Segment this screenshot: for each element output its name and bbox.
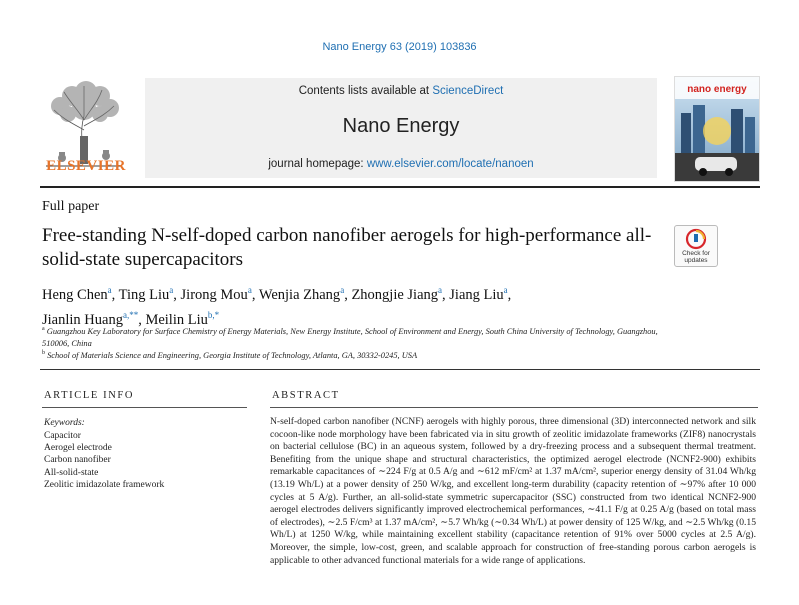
check-for-updates-badge[interactable]: [674, 225, 718, 267]
article-title: Free-standing N-self-doped carbon nanofiber aerogels for high-performance all-solid-state supercapacitors: [42, 225, 652, 270]
contents-line: [145, 85, 657, 97]
keyword-item: Carbon nanofiber: [44, 455, 111, 466]
article-info-heading: ARTICLE INFO: [44, 390, 135, 401]
abstract-rule: [270, 407, 758, 408]
author[interactable]: Zhongjie Jiang$^a$: [351, 285, 443, 303]
abstract-heading: ABSTRACT: [272, 390, 340, 401]
abstract-text: N-self-doped carbon nanofiber (NCNF) aerogels with highly porous, three dimensional (3D) interconnected network and silk cocoon-like node morphology have been fabricated via in situ growth of zeolitic imidazolate frameworks (ZIF8) nanocrystals on bacterial cellulose (BC) in an aqueous system, followed by a dry-freezing process and a subsequent thermal treatment. Benefiting from the unique shape and structural characteristics, the optimized aerogel electrode (NCNF2-900) exhibits remarkable capacitances of ∼224 F/g at 0.5 A/g and ∼612 mF/cm² at 1.37 mA/cm², superior energy density of 31.04 Wh/kg (13.19 Wh/L) at a power density of 250 W/kg, and excellent long-term durability (capacity retention of ∼97% after 10 000 cycles at 5 A/g). Further, an all-solid-state symmetric supercapacitor (SSC) constructed from two identical NCNF2-900 aerogel electrodes delivers significantly improved electrochemical performances, ∼41.1 F/g at 0.25 A/g (based on total mass of electrodes), ∼2.5 F/cm³ at 1.37 mA/cm², ∼5.7 Wh/kg (∼0.34 Wh/L) at power density of 125 W/kg, and ∼2.5 Wh/kg (0.15 Wh/L) at 1250 W/kg, while maintaining excellent stability (capacitance retention of 91% over 5000 cycles at 2.5 A/g). Moreover, the simple, low-cost, green, and scalable approach for construction of free-standing porous carbon aerogels is applicable to other advanced functional materials for a wide range of applications.: [270, 416, 756, 566]
journal-homepage-line: [145, 158, 657, 170]
affiliation-a: $^a$ Guangzhou Key Laboratory for Surface Chemistry of Energy Materials, New Energy Institute, School of Environment and Energy, South China University of Technology, Guangzhou, 510006, China: [42, 326, 658, 348]
check-updates-icon: [685, 228, 707, 250]
journal-homepage-link[interactable]: www.elsevier.com/locate/nanoen: [366, 158, 534, 170]
section-rule: [40, 369, 760, 370]
keyword-item: Aerogel electrode: [44, 443, 112, 454]
article-info-rule: [42, 407, 247, 408]
keywords-label: Keywords:: [44, 418, 85, 428]
keyword-item: Capacitor: [44, 431, 81, 441]
author[interactable]: Jirong Mou$^a$: [180, 285, 252, 303]
cover-title: nano energy: [687, 84, 747, 95]
sciencedirect-link[interactable]: ScienceDirect: [432, 85, 504, 97]
journal-reference[interactable]: Nano Energy 63 (2019) 103836: [322, 41, 477, 53]
contents-prefix: Contents lists available at: [298, 85, 433, 97]
keyword-item: All-solid-state: [44, 467, 99, 478]
homepage-prefix: journal homepage:: [268, 158, 367, 170]
keyword-item: Zeolitic imidazolate framework: [44, 479, 165, 490]
journal-cover-image[interactable]: [674, 76, 760, 182]
author[interactable]: Meilin Liu$^{b,*}$: [145, 309, 220, 328]
author-list: Heng Chen$^a$, Ting Liu$^a$, Jirong Mou$^a$, Wenjia Zhang$^a$, Zhongjie Jiang$^a$, Jiang Liu$^a$, Jianlin Huang$^{a,**}$, Meilin Liu$^{b,*}$: [42, 285, 512, 328]
author[interactable]: Wenjia Zhang$^a$: [258, 285, 345, 303]
author[interactable]: Ting Liu$^a$: [118, 285, 174, 303]
journal-name: Nano Energy: [342, 115, 460, 137]
author[interactable]: Jianlin Huang$^{a,**}$: [42, 309, 139, 328]
author[interactable]: Heng Chen$^a$: [42, 285, 112, 303]
check-updates-label: Check for updates: [682, 250, 710, 264]
header-rule: [40, 186, 760, 188]
publisher-wordmark: ELSEVIER: [46, 158, 126, 174]
affiliation-b: $^b$ School of Materials Science and Engineering, Georgia Institute of Technology, Atlanta, GA, 30332-0245, USA: [42, 350, 418, 360]
author[interactable]: Jiang Liu$^a$: [449, 285, 508, 303]
article-type: Full paper: [42, 199, 100, 214]
keyword-list: [44, 430, 164, 491]
